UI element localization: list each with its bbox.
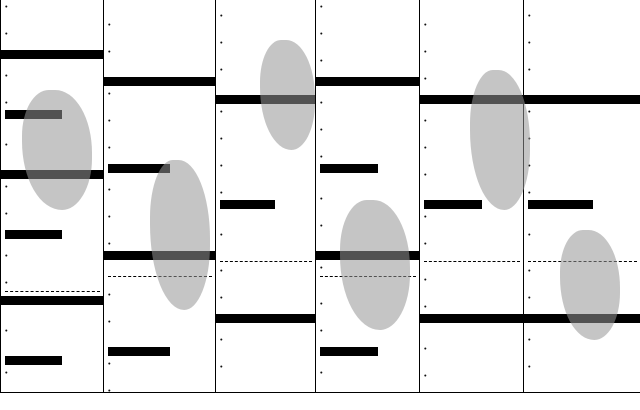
redaction-bar-label bbox=[524, 95, 528, 104]
column-2 bbox=[104, 0, 216, 392]
text-line bbox=[424, 344, 520, 353]
text-line bbox=[5, 71, 100, 80]
text-line bbox=[220, 83, 312, 92]
text-line bbox=[5, 377, 100, 386]
text-line bbox=[5, 242, 100, 251]
column-6 bbox=[524, 0, 640, 392]
text-line bbox=[320, 299, 416, 308]
text-line bbox=[108, 203, 212, 212]
redaction-bar bbox=[524, 314, 640, 323]
text-line bbox=[5, 38, 100, 47]
text-line bbox=[528, 20, 637, 29]
text-line bbox=[528, 47, 637, 56]
text-line bbox=[5, 98, 100, 107]
text-line bbox=[220, 221, 312, 230]
text-line bbox=[108, 335, 212, 344]
text-line bbox=[5, 182, 100, 191]
redaction-bar bbox=[316, 251, 419, 260]
redaction-bar bbox=[424, 200, 482, 209]
redaction-bar-label bbox=[1, 296, 5, 305]
text-line bbox=[424, 221, 520, 230]
text-line bbox=[424, 20, 520, 29]
text-line bbox=[424, 74, 520, 83]
text-line bbox=[108, 89, 212, 98]
redaction-bar-label bbox=[1, 50, 5, 59]
redaction-bar-label bbox=[524, 314, 528, 323]
text-line bbox=[528, 2, 637, 11]
redaction-bar bbox=[108, 347, 170, 356]
redaction-bar-label bbox=[5, 356, 9, 365]
text-line bbox=[108, 176, 212, 185]
text-line bbox=[5, 29, 100, 38]
text-line bbox=[220, 20, 312, 29]
text-line bbox=[220, 125, 312, 134]
text-line bbox=[220, 353, 312, 362]
text-line bbox=[424, 143, 520, 152]
text-line bbox=[424, 266, 520, 275]
text-line bbox=[5, 158, 100, 167]
text-line bbox=[424, 335, 520, 344]
footer-note bbox=[0, 392, 640, 410]
redaction-bar-label bbox=[320, 347, 324, 356]
text-line bbox=[220, 275, 312, 284]
text-line bbox=[108, 116, 212, 125]
text-line bbox=[320, 143, 416, 152]
redaction-bar-label bbox=[104, 251, 108, 260]
text-line bbox=[528, 344, 637, 353]
text-line bbox=[108, 230, 212, 239]
text-line bbox=[5, 140, 100, 149]
text-line bbox=[424, 2, 520, 11]
text-line bbox=[108, 377, 212, 386]
text-line bbox=[220, 344, 312, 353]
text-line bbox=[528, 248, 637, 257]
text-line bbox=[108, 221, 212, 230]
text-line bbox=[320, 203, 416, 212]
text-line bbox=[320, 11, 416, 20]
text-line bbox=[528, 239, 637, 248]
text-line bbox=[424, 353, 520, 362]
redaction-bar bbox=[104, 77, 215, 86]
text-line bbox=[5, 269, 100, 278]
text-line bbox=[320, 290, 416, 299]
text-line bbox=[424, 11, 520, 20]
text-line bbox=[528, 380, 637, 389]
redaction-bar-label bbox=[5, 110, 9, 119]
redaction-bar bbox=[420, 95, 523, 104]
redaction-bar bbox=[5, 110, 62, 119]
text-line bbox=[5, 89, 100, 98]
text-line bbox=[528, 362, 637, 371]
text-line bbox=[5, 317, 100, 326]
redaction-bar bbox=[216, 314, 315, 323]
text-line bbox=[424, 212, 520, 221]
text-line bbox=[5, 149, 100, 158]
text-line bbox=[320, 221, 416, 230]
text-line bbox=[5, 131, 100, 140]
text-line bbox=[220, 11, 312, 20]
text-line bbox=[320, 2, 416, 11]
text-line bbox=[108, 20, 212, 29]
text-line bbox=[220, 179, 312, 188]
text-line bbox=[528, 302, 637, 311]
text-line bbox=[108, 194, 212, 203]
text-line bbox=[424, 134, 520, 143]
text-line bbox=[220, 2, 312, 11]
text-line bbox=[220, 212, 312, 221]
text-line bbox=[220, 362, 312, 371]
text-line bbox=[108, 29, 212, 38]
text-line bbox=[220, 284, 312, 293]
text-line bbox=[320, 56, 416, 65]
text-line bbox=[108, 65, 212, 74]
redaction-bar-label bbox=[316, 77, 320, 86]
text-line bbox=[220, 65, 312, 74]
dashed-rule bbox=[220, 261, 312, 262]
column-3 bbox=[216, 0, 316, 392]
dashed-rule bbox=[528, 261, 637, 262]
text-line bbox=[528, 188, 637, 197]
text-line bbox=[220, 239, 312, 248]
redaction-bar bbox=[220, 200, 275, 209]
text-line bbox=[528, 212, 637, 221]
text-line bbox=[424, 107, 520, 116]
text-line bbox=[5, 122, 100, 131]
text-line bbox=[108, 299, 212, 308]
text-line bbox=[5, 326, 100, 335]
redaction-bar bbox=[1, 50, 103, 59]
text-line bbox=[320, 125, 416, 134]
text-line bbox=[320, 176, 416, 185]
redaction-bar-label bbox=[108, 347, 112, 356]
text-line bbox=[424, 179, 520, 188]
text-line bbox=[108, 56, 212, 65]
text-line bbox=[108, 281, 212, 290]
redaction-bar-label bbox=[420, 95, 424, 104]
text-line bbox=[424, 47, 520, 56]
text-line bbox=[220, 371, 312, 380]
text-line bbox=[424, 65, 520, 74]
text-line bbox=[108, 317, 212, 326]
redaction-bar-label bbox=[316, 251, 320, 260]
redaction-bar-label bbox=[5, 230, 9, 239]
text-line bbox=[108, 239, 212, 248]
text-line bbox=[320, 359, 416, 368]
text-line bbox=[220, 230, 312, 239]
text-line bbox=[528, 335, 637, 344]
text-line bbox=[528, 56, 637, 65]
text-line bbox=[5, 200, 100, 209]
text-line bbox=[424, 56, 520, 65]
text-line bbox=[320, 89, 416, 98]
text-line bbox=[220, 143, 312, 152]
text-line bbox=[220, 38, 312, 47]
text-line bbox=[424, 170, 520, 179]
column-4 bbox=[316, 0, 420, 392]
text-line bbox=[528, 134, 637, 143]
text-line bbox=[220, 116, 312, 125]
text-line bbox=[320, 65, 416, 74]
text-line bbox=[528, 179, 637, 188]
text-line bbox=[424, 380, 520, 389]
text-line bbox=[108, 152, 212, 161]
text-line bbox=[424, 152, 520, 161]
redaction-bar-label bbox=[216, 95, 220, 104]
text-line bbox=[320, 335, 416, 344]
text-line bbox=[528, 275, 637, 284]
text-line bbox=[5, 2, 100, 11]
text-line bbox=[108, 47, 212, 56]
text-line bbox=[424, 125, 520, 134]
redaction-bar bbox=[316, 77, 419, 86]
text-line bbox=[528, 371, 637, 380]
text-line bbox=[220, 56, 312, 65]
redaction-bar-label bbox=[420, 314, 424, 323]
text-line bbox=[220, 326, 312, 335]
text-line bbox=[528, 161, 637, 170]
text-line bbox=[320, 263, 416, 272]
dashed-rule bbox=[424, 261, 520, 262]
redaction-bar-label bbox=[1, 170, 5, 179]
text-line bbox=[220, 248, 312, 257]
text-line bbox=[220, 74, 312, 83]
text-line bbox=[528, 125, 637, 134]
text-line bbox=[528, 284, 637, 293]
text-line bbox=[320, 317, 416, 326]
text-line bbox=[108, 368, 212, 377]
text-line bbox=[320, 185, 416, 194]
text-line bbox=[220, 266, 312, 275]
text-line bbox=[528, 83, 637, 92]
redaction-bar-label bbox=[320, 164, 324, 173]
text-line bbox=[108, 11, 212, 20]
text-line bbox=[320, 116, 416, 125]
text-line bbox=[5, 278, 100, 287]
column-1 bbox=[0, 0, 104, 392]
text-line bbox=[528, 116, 637, 125]
text-line bbox=[424, 29, 520, 38]
text-line bbox=[320, 29, 416, 38]
text-line bbox=[108, 2, 212, 11]
text-line bbox=[320, 230, 416, 239]
text-line bbox=[424, 302, 520, 311]
text-line bbox=[220, 302, 312, 311]
text-line bbox=[108, 185, 212, 194]
text-line bbox=[424, 362, 520, 371]
text-line bbox=[5, 335, 100, 344]
redaction-bar bbox=[1, 170, 103, 179]
text-line bbox=[108, 326, 212, 335]
text-line bbox=[424, 371, 520, 380]
text-line bbox=[220, 380, 312, 389]
text-line bbox=[528, 107, 637, 116]
text-line bbox=[528, 326, 637, 335]
text-line bbox=[108, 125, 212, 134]
text-line bbox=[320, 20, 416, 29]
text-line bbox=[5, 11, 100, 20]
text-line bbox=[320, 239, 416, 248]
text-line bbox=[5, 80, 100, 89]
text-line bbox=[320, 368, 416, 377]
text-line bbox=[528, 170, 637, 179]
dashed-rule bbox=[5, 291, 100, 292]
redaction-bar bbox=[320, 164, 378, 173]
text-line bbox=[320, 107, 416, 116]
text-line bbox=[320, 134, 416, 143]
text-line bbox=[220, 161, 312, 170]
text-line bbox=[528, 74, 637, 83]
text-line bbox=[108, 359, 212, 368]
redaction-bar-label bbox=[528, 200, 532, 209]
text-line bbox=[424, 293, 520, 302]
redaction-bar-label bbox=[108, 164, 112, 173]
text-line bbox=[424, 326, 520, 335]
column-5 bbox=[420, 0, 524, 392]
text-line bbox=[220, 47, 312, 56]
text-line bbox=[528, 152, 637, 161]
text-line bbox=[5, 218, 100, 227]
text-line bbox=[528, 38, 637, 47]
text-line bbox=[528, 230, 637, 239]
text-line bbox=[528, 11, 637, 20]
text-line bbox=[5, 251, 100, 260]
text-line bbox=[320, 47, 416, 56]
redaction-bar bbox=[5, 230, 62, 239]
text-line bbox=[424, 161, 520, 170]
text-line bbox=[220, 134, 312, 143]
redaction-bar bbox=[528, 200, 593, 209]
redaction-bar bbox=[104, 251, 215, 260]
redaction-bar bbox=[216, 95, 315, 104]
text-line bbox=[320, 152, 416, 161]
text-line bbox=[320, 326, 416, 335]
text-line bbox=[424, 284, 520, 293]
text-line bbox=[220, 107, 312, 116]
text-line bbox=[108, 212, 212, 221]
text-line bbox=[424, 188, 520, 197]
text-line bbox=[220, 29, 312, 38]
text-line bbox=[5, 62, 100, 71]
redaction-bar bbox=[320, 347, 378, 356]
text-line bbox=[108, 143, 212, 152]
redaction-bar-label bbox=[216, 314, 220, 323]
text-line bbox=[424, 116, 520, 125]
dashed-rule bbox=[320, 276, 416, 277]
text-line bbox=[528, 65, 637, 74]
redaction-bar-label bbox=[104, 77, 108, 86]
text-line bbox=[5, 344, 100, 353]
text-line bbox=[424, 248, 520, 257]
text-line bbox=[5, 209, 100, 218]
text-line bbox=[320, 377, 416, 386]
text-line bbox=[220, 152, 312, 161]
dashed-rule bbox=[108, 276, 212, 277]
text-line bbox=[528, 143, 637, 152]
text-line bbox=[220, 293, 312, 302]
text-line bbox=[424, 275, 520, 284]
text-line bbox=[108, 134, 212, 143]
text-line bbox=[108, 263, 212, 272]
text-line bbox=[108, 308, 212, 317]
redaction-bar-label bbox=[220, 200, 224, 209]
text-line bbox=[220, 335, 312, 344]
text-line bbox=[320, 194, 416, 203]
text-line bbox=[528, 29, 637, 38]
redaction-bar bbox=[420, 314, 523, 323]
redaction-bar bbox=[524, 95, 640, 104]
text-line bbox=[424, 239, 520, 248]
text-line bbox=[5, 20, 100, 29]
text-line bbox=[320, 38, 416, 47]
redaction-bar-label bbox=[424, 200, 428, 209]
text-line bbox=[108, 98, 212, 107]
text-line bbox=[5, 368, 100, 377]
text-line bbox=[424, 38, 520, 47]
redaction-bar bbox=[5, 356, 62, 365]
text-line bbox=[5, 191, 100, 200]
text-line bbox=[5, 308, 100, 317]
text-line bbox=[108, 290, 212, 299]
text-line bbox=[424, 83, 520, 92]
text-line bbox=[528, 266, 637, 275]
redaction-bar bbox=[1, 296, 103, 305]
text-line bbox=[220, 188, 312, 197]
text-line bbox=[528, 353, 637, 362]
text-line bbox=[320, 212, 416, 221]
redaction-bar bbox=[108, 164, 170, 173]
text-line bbox=[320, 281, 416, 290]
text-line bbox=[220, 170, 312, 179]
text-line bbox=[528, 221, 637, 230]
text-line bbox=[424, 230, 520, 239]
text-line bbox=[320, 98, 416, 107]
text-line bbox=[108, 38, 212, 47]
text-line bbox=[320, 308, 416, 317]
text-line bbox=[108, 107, 212, 116]
text-line bbox=[528, 293, 637, 302]
text-line bbox=[5, 260, 100, 269]
